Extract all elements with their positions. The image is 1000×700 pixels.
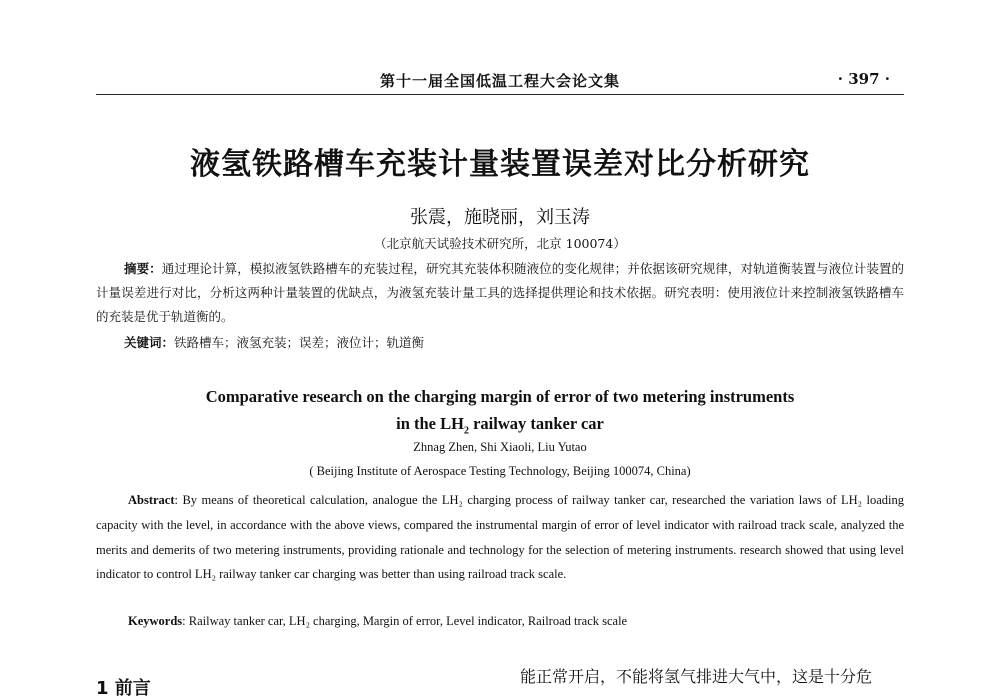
keywords-cn bbox=[124, 333, 424, 351]
title-en-line2-sub: 2 bbox=[463, 425, 469, 437]
paper-title-en bbox=[0, 383, 1000, 444]
running-header bbox=[96, 62, 904, 95]
abstract-label-cn: 摘要： bbox=[124, 261, 162, 276]
authors-cn: 张震，施晓丽，刘玉涛 bbox=[410, 207, 590, 228]
running-title: 第十一届全国低温工程大会论文集 bbox=[379, 72, 620, 90]
page-number: · 397 · bbox=[837, 70, 890, 88]
abstract-label-en: Abstract bbox=[128, 493, 175, 507]
right-column-first-line: 能正常开启，不能将氢气排进大气中，这是十分危 bbox=[520, 667, 873, 686]
section-heading-introduction: 1 前言 bbox=[96, 678, 151, 699]
affiliation-en: ( Beijing Institute of Aerospace Testing Technology, Beijing 100074, China) bbox=[309, 464, 691, 478]
authors-en: Zhnag Zhen, Shi Xiaoli, Liu Yutao bbox=[413, 440, 587, 454]
abstract-text-en: : By means of theoretical calculation, analogue the LH₂ charging process of railway tanker car, researched the variation laws of LH₂ loading capacity with the level, in accordance with the above views, compared the instrumental margin of error of level indicator with railroad track scale, analyzed the merits and demerits of two metering instruments, providing rationale and technology for the selection of metering instruments. research showed that using level indicator to control LH₂ railway tanker car charging was better than using railroad track scale. bbox=[96, 493, 904, 582]
abstract-en bbox=[96, 488, 904, 587]
keywords-text-en: : Railway tanker car, LH₂ charging, Margin of error, Level indicator, Railroad track scale bbox=[182, 614, 628, 628]
keywords-text-cn: 铁路槽车；液氢充装；误差；液位计；轨道衡 bbox=[174, 335, 425, 350]
title-en-line2-pre: in the LH bbox=[396, 414, 464, 433]
affiliation-cn: （北京航天试验技术研究所，北京 100074） bbox=[374, 236, 626, 251]
title-en-line2-post: railway tanker car bbox=[468, 414, 604, 433]
keywords-label-en: Keywords bbox=[128, 614, 183, 628]
title-en-line1: Comparative research on the charging margin of error of two metering instruments bbox=[205, 387, 795, 406]
keywords-label-cn: 关键词： bbox=[124, 335, 175, 350]
abstract-cn bbox=[96, 257, 904, 329]
keywords-en bbox=[128, 614, 627, 629]
abstract-text-cn: 通过理论计算，模拟液氢铁路槽车的充装过程，研究其充装体积随液位的变化规律；并依据该研究规律，对轨道衡装置与液位计装置的计量误差进行对比，分析这两种计量装置的优缺点，为液氢充装计量工具的选择提供理论和技术依据。研究表明：使用液位计来控制液氢铁路槽车的充装是优于轨道衡的。 bbox=[96, 261, 904, 324]
paper-title-cn: 液氢铁路槽车充装计量装置误差对比分析研究 bbox=[190, 147, 810, 182]
